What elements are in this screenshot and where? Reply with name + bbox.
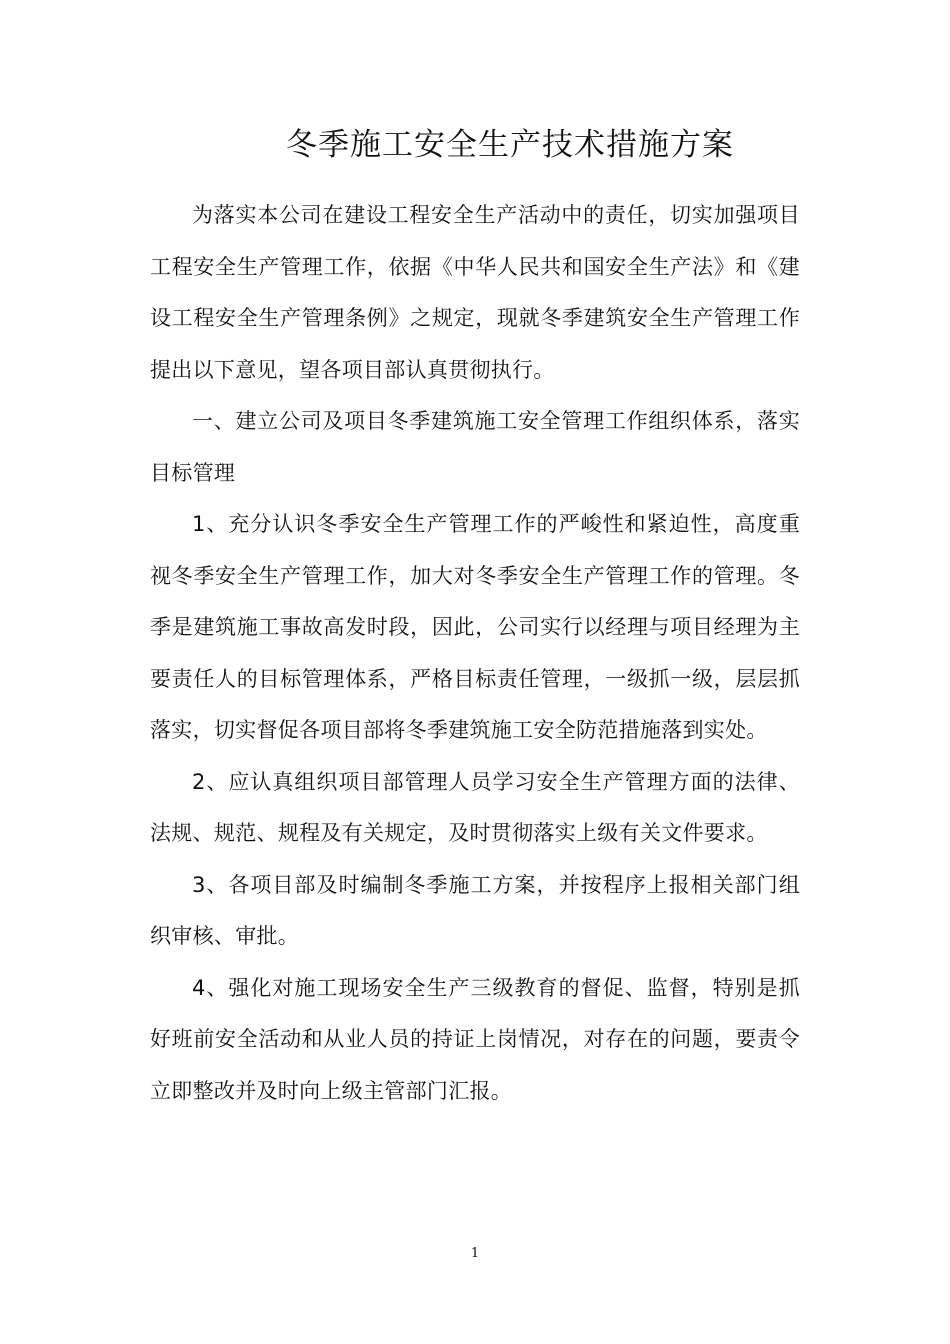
- document-title: 冬季施工安全生产技术措施方案: [286, 127, 734, 163]
- paragraph-item-2: 2、应认真组织项目部管理人员学习安全生产管理方面的法律、法规、规范、规程及有关规定，及时贯彻落实上级有关文件要求。: [150, 769, 800, 845]
- paragraph-item-3: 3、各项目部及时编制冬季施工方案，并按程序上报相关部门组织审核、审批。: [150, 872, 800, 948]
- paragraph-section-1-heading: 一、建立公司及项目冬季建筑施工安全管理工作组织体系，落实目标管理: [150, 409, 800, 485]
- page-number: 1: [470, 1246, 480, 1261]
- paragraph-intro: 为落实本公司在建设工程安全生产活动中的责任，切实加强项目工程安全生产管理工作，依据《中华人民共和国安全生产法》和《建设工程安全生产管理条例》之规定，现就冬季建筑安全生产管理工作提出以下意见，望各项目部认真贯彻执行。: [150, 203, 800, 382]
- document-body: [150, 190, 800, 1117]
- paragraph-item-1: 1、充分认识冬季安全生产管理工作的严峻性和紧迫性，高度重视冬季安全生产管理工作，加大对冬季安全生产管理工作的管理。冬季是建筑施工事故高发时段，因此，公司实行以经理与项目经理为主要责任人的目标管理体系，严格目标责任管理，一级抓一级，层层抓落实，切实督促各项目部将冬季建筑施工安全防范措施落到实处。: [150, 512, 800, 742]
- paragraph-item-4: 4、强化对施工现场安全生产三级教育的督促、监督，特别是抓好班前安全活动和从业人员的持证上岗情况，对存在的问题，要责令立即整改并及时向上级主管部门汇报。: [150, 975, 800, 1103]
